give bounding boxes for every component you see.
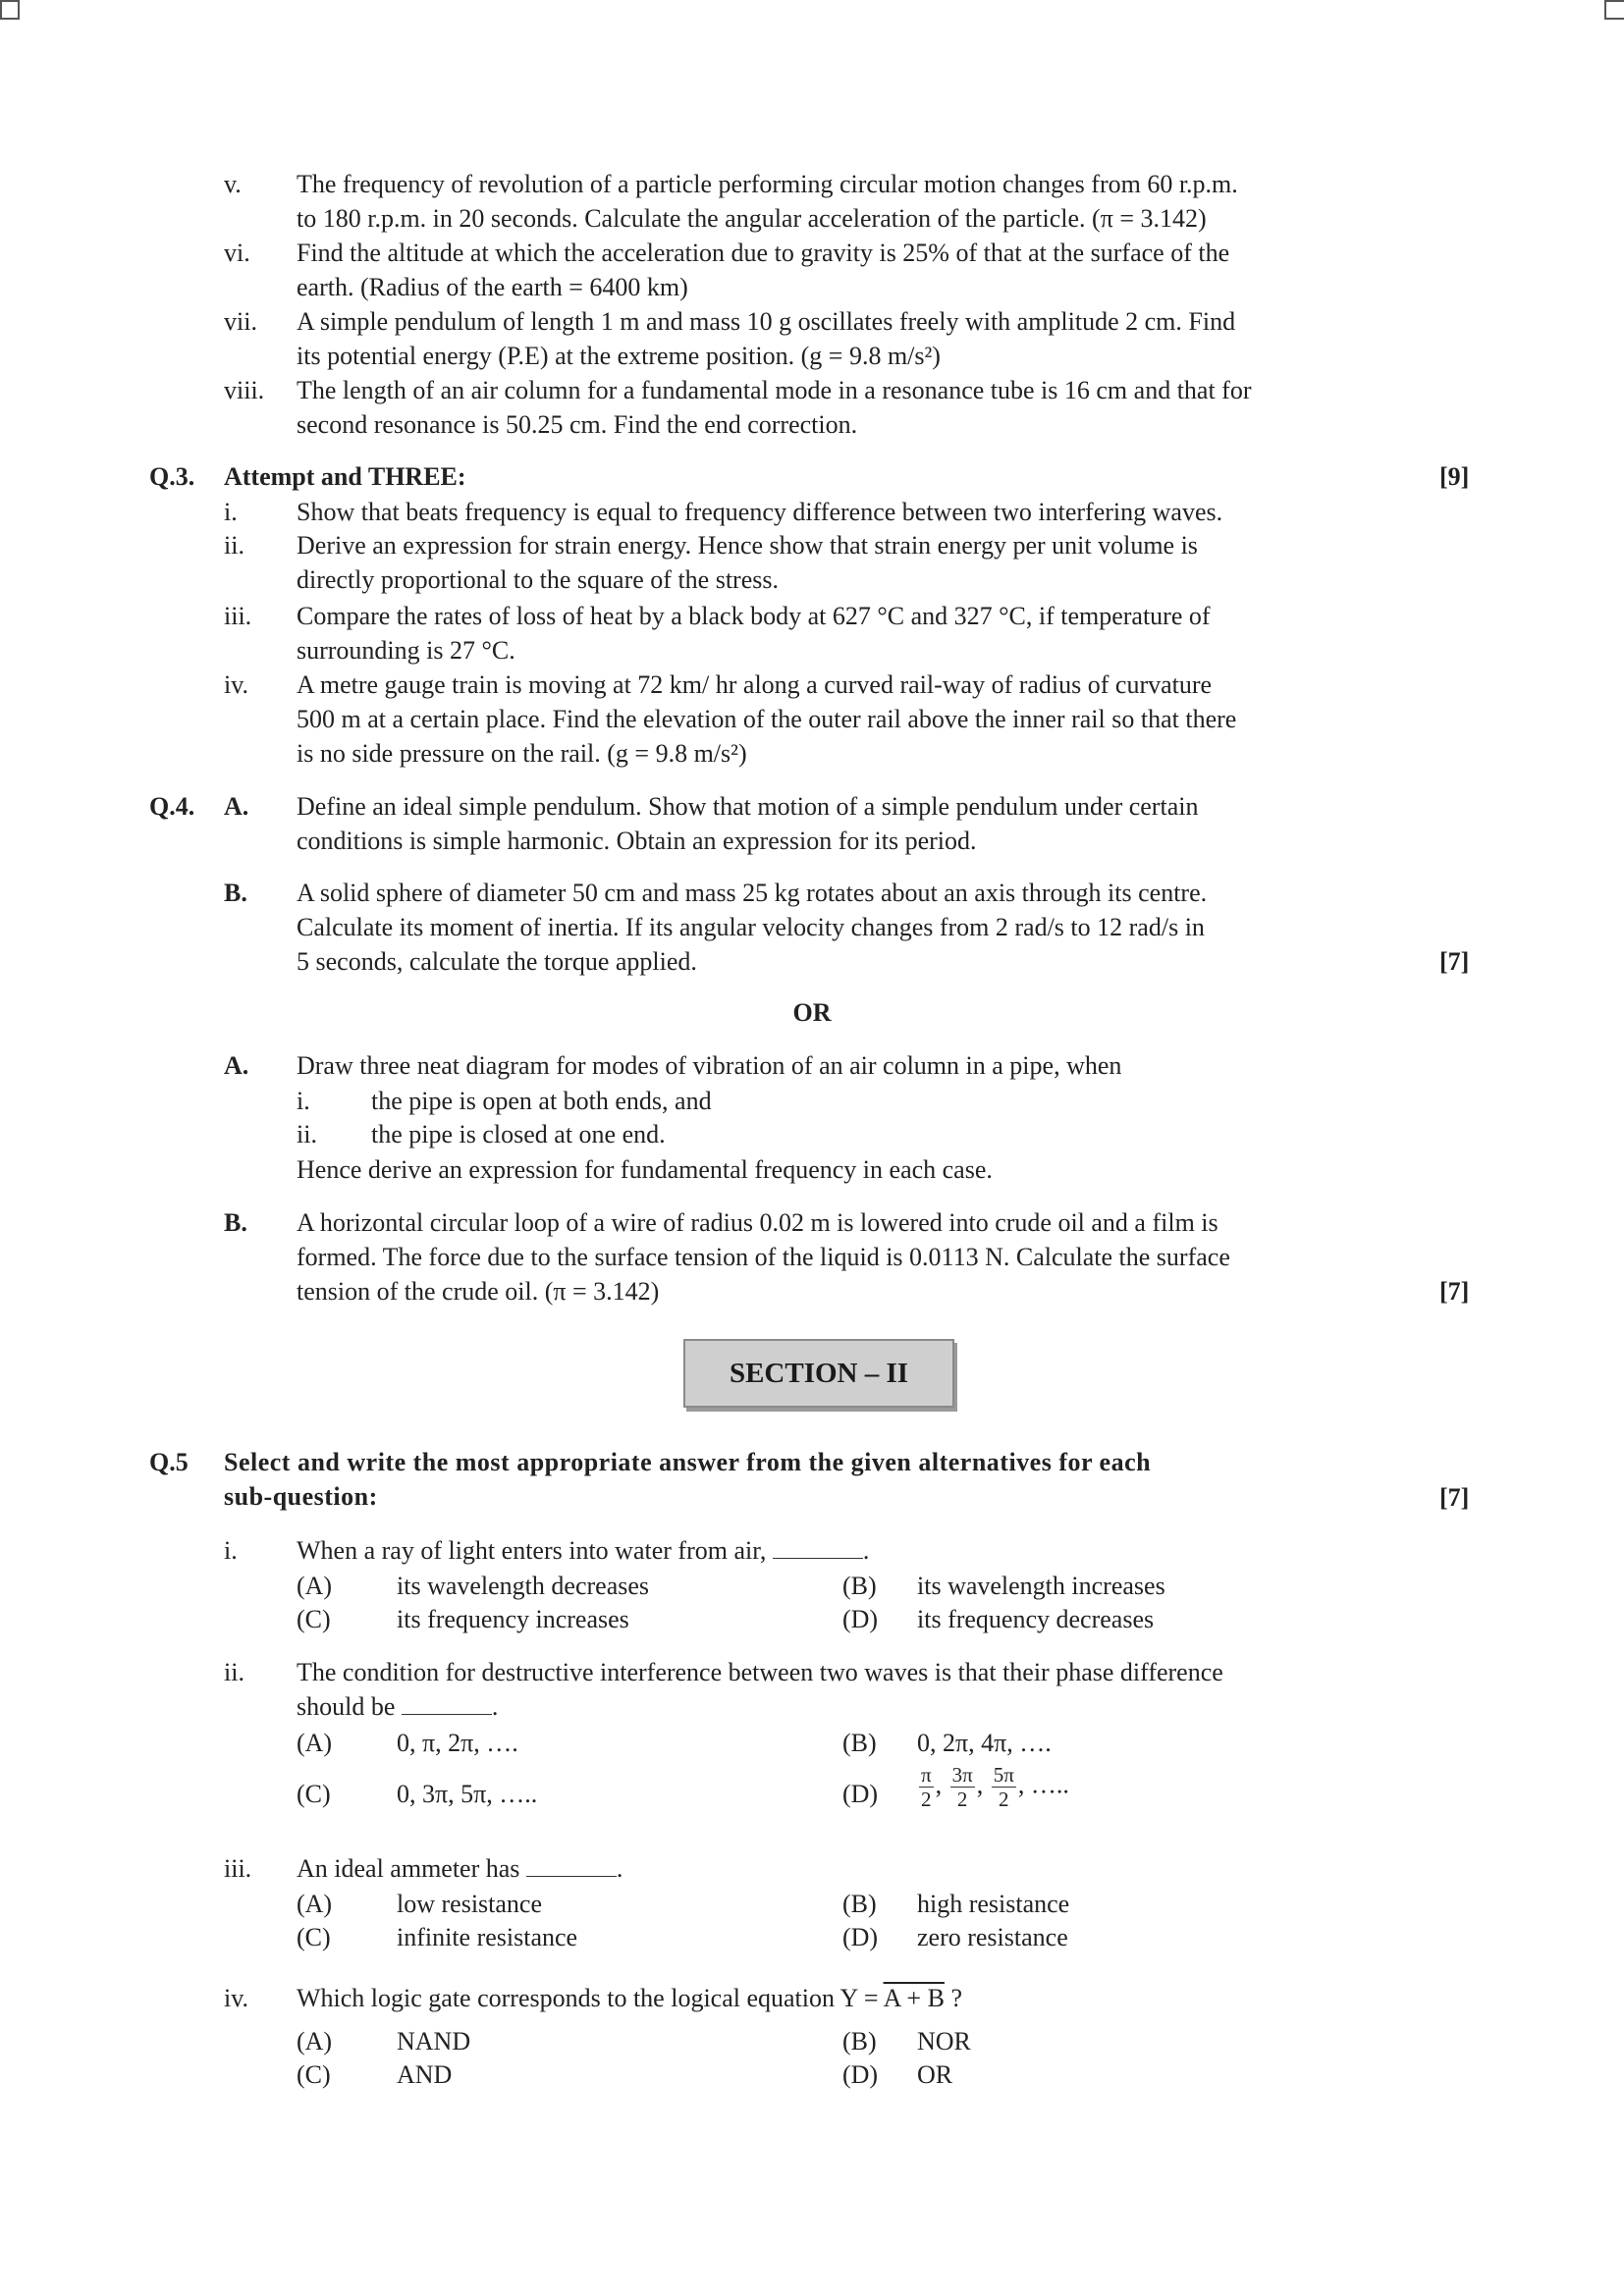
option-letter: (D) <box>842 1605 879 1633</box>
option-text: NOR <box>917 2027 971 2056</box>
option-letter: (C) <box>297 1605 331 1633</box>
marks: [7] <box>1439 1483 1470 1512</box>
option-text: 0, π, 2π, …. <box>397 1729 518 1757</box>
part-label: A. <box>224 792 249 821</box>
marks: [7] <box>1439 947 1470 976</box>
option-letter: (B) <box>842 1729 877 1757</box>
option-text: zero resistance <box>917 1923 1068 1951</box>
item-text: Show that beats frequency is equal to frequency difference between two interfering waves. <box>297 498 1223 526</box>
item-text: The length of an air column for a fundamental mode in a resonance tube is 16 cm and that for second resonance is 50.25 cm. Find the end correction. <box>297 376 1252 439</box>
option-text: NAND <box>397 2027 471 2056</box>
question-label: Q.4. <box>149 792 195 821</box>
option-text: high resistance <box>917 1890 1070 1918</box>
sub-item-number: i. <box>297 1087 310 1115</box>
part-label: B. <box>224 879 247 907</box>
option-letter: (D) <box>842 2060 879 2089</box>
page-corner-mark-right <box>1604 0 1624 20</box>
item-number: ii. <box>224 531 244 560</box>
part-label: B. <box>224 1208 247 1237</box>
item-text: An ideal ammeter has . <box>297 1854 623 1883</box>
fraction: $\frac{5\pi}{2}$ <box>993 1763 1014 1811</box>
option-letter: (B) <box>842 2027 877 2056</box>
item-number: v. <box>224 170 242 198</box>
option-text: its wavelength increases <box>917 1572 1165 1600</box>
option-letter: (B) <box>842 1890 877 1918</box>
part-text: A solid sphere of diameter 50 cm and mass 25 kg rotates about an axis through its centre. Calculate its moment of inertia. If its angular velocity changes from 2 rad/s to 12 rad/s in 5 seconds, calculate the torque applied. <box>297 879 1208 976</box>
part-text: A horizontal circular loop of a wire of radius 0.02 m is lowered into crude oil and a film is formed. The force due to the surface tension of the liquid is 0.0113 N. Calculate the surface tension of the crude oil. (π = 3.142) <box>297 1208 1230 1306</box>
question-label: Q.3. <box>149 462 195 491</box>
answer-blank <box>773 1534 863 1559</box>
option-text: OR <box>917 2060 953 2089</box>
or-divider: OR <box>792 998 832 1027</box>
option-letter: (A) <box>297 1572 333 1600</box>
part-label: A. <box>224 1051 249 1080</box>
item-text: Compare the rates of loss of heat by a black body at 627 °C and 327 °C, if temperature of surrounding is 27 °C. <box>297 602 1211 665</box>
question-title: Attempt and THREE: <box>224 462 466 491</box>
option-letter: (A) <box>297 2027 333 2056</box>
question-title: Select and write the most appropriate answer from the given alternatives for each sub-question: <box>224 1448 1152 1511</box>
item-number: viii. <box>224 376 265 404</box>
item-number: ii. <box>224 1658 244 1686</box>
marks: [7] <box>1439 1277 1470 1306</box>
item-text: Derive an expression for strain energy. Hence show that strain energy per unit volume is directly proportional to the square of the stress. <box>297 531 1198 594</box>
part-text: Draw three neat diagram for modes of vibration of an air column in a pipe, when <box>297 1051 1122 1080</box>
item-text: A simple pendulum of length 1 m and mass 10 g oscillates freely with amplitude 2 cm. Find its potential energy (P.E) at the extreme position. (g = 9.8 m/s²) <box>297 307 1236 370</box>
equation-overline: A + B <box>883 1984 945 2012</box>
sub-item-text: the pipe is open at both ends, and <box>371 1087 712 1115</box>
item-number: iii. <box>224 602 252 630</box>
part-text: Define an ideal simple pendulum. Show that motion of a simple pendulum under certain conditions is simple harmonic. Obtain an expression for its period. <box>297 792 1199 855</box>
item-number: iv. <box>224 670 249 699</box>
option-text: infinite resistance <box>397 1923 578 1951</box>
option-letter: (C) <box>297 1923 331 1951</box>
item-text: The frequency of revolution of a particle performing circular motion changes from 60 r.p.m. to 180 r.p.m. in 20 seconds. Calculate the angular acceleration of the particle. (π = 3.142) <box>297 170 1238 233</box>
option-letter: (D) <box>842 1780 879 1808</box>
part-text: Hence derive an expression for fundamental frequency in each case. <box>297 1155 993 1184</box>
option-text: its frequency increases <box>397 1605 629 1633</box>
fraction: $\frac{3\pi}{2}$ <box>951 1763 973 1811</box>
item-number: iv. <box>224 1984 249 2012</box>
answer-blank <box>402 1690 492 1715</box>
option-text: low resistance <box>397 1890 543 1918</box>
item-number: i. <box>224 498 238 526</box>
item-number: i. <box>224 1536 238 1565</box>
marks: [9] <box>1439 462 1470 491</box>
item-text: A metre gauge train is moving at 72 km/ hr along a curved rail-way of radius of curvature 500 m at a certain place. Find the elevation of the outer rail above the inner rail so that there is no side pressure on the rail. (g = 9.8 m/s²) <box>297 670 1237 768</box>
item-text: When a ray of light enters into water from air, . <box>297 1536 870 1565</box>
option-letter: (A) <box>297 1890 333 1918</box>
item-text: Find the altitude at which the acceleration due to gravity is 25% of that at the surface of the earth. (Radius of the earth = 6400 km) <box>297 239 1230 301</box>
option-letter: (C) <box>297 2060 331 2089</box>
option-letter: (D) <box>842 1923 879 1951</box>
section-heading: SECTION – II <box>683 1339 954 1408</box>
option-letter: (C) <box>297 1780 331 1808</box>
option-letter: (A) <box>297 1729 333 1757</box>
option-letter: (B) <box>842 1572 877 1600</box>
page-corner-mark-left <box>0 0 20 20</box>
answer-blank <box>526 1852 617 1877</box>
option-text: AND <box>397 2060 453 2089</box>
item-text: Which logic gate corresponds to the logical equation Y = A + B ? <box>297 1984 962 2012</box>
question-label: Q.5 <box>149 1448 189 1476</box>
item-number: vi. <box>224 239 250 267</box>
option-text: its frequency decreases <box>917 1605 1155 1633</box>
option-text: 0, 3π, 5π, ….. <box>397 1780 538 1808</box>
item-number: iii. <box>224 1854 252 1883</box>
option-text: its wavelength decreases <box>397 1572 650 1600</box>
sub-item-number: ii. <box>297 1120 317 1148</box>
fraction: $\frac{\pi}{2}$ <box>921 1763 932 1811</box>
sub-item-text: the pipe is closed at one end. <box>371 1120 666 1148</box>
item-number: vii. <box>224 307 257 336</box>
option-text: 0, 2π, 4π, …. <box>917 1729 1052 1757</box>
option-text-fractions: $\frac{\pi}{2}$ , $\frac{3\pi}{2}$ , $\frac{5\pi}{2}$ , ….. <box>921 1763 1069 1811</box>
item-text: The condition for destructive interference between two waves is that their phase difference should be . <box>297 1658 1223 1721</box>
